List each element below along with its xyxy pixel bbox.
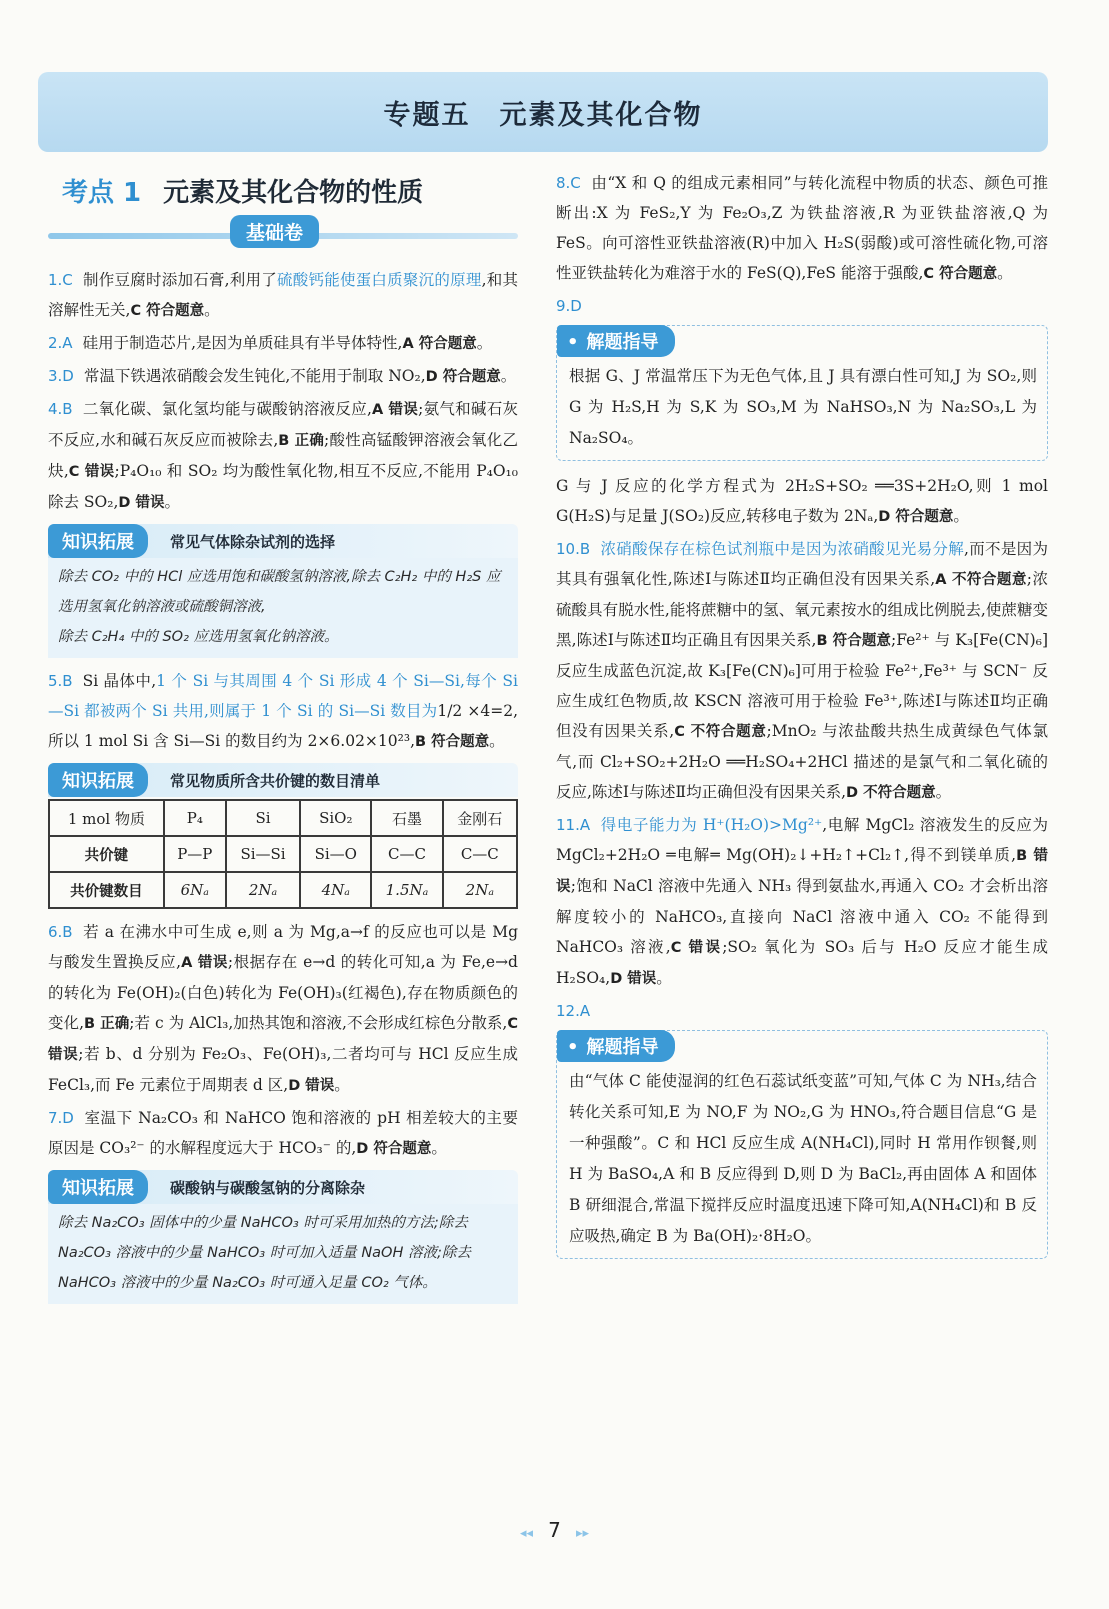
table-cell: SiO₂ bbox=[300, 800, 371, 836]
answer-verdict: B 符合题意 bbox=[816, 633, 891, 649]
knowledge-box-header bbox=[48, 1170, 518, 1204]
answer-text: ,而不是因为其具有强氧化性,陈述Ⅰ与陈述Ⅱ均正确但没有因果关系, bbox=[556, 540, 1048, 588]
answer-verdict: C 错误 bbox=[68, 464, 115, 480]
answer-highlight: 浓硝酸保存在棕色试剂瓶中是因为浓硝酸见光易分解 bbox=[600, 540, 965, 558]
answer-number: 4.B bbox=[48, 400, 73, 418]
kaodian-tag: 考点 1 bbox=[62, 178, 142, 208]
answer-item bbox=[48, 361, 518, 392]
answer-verdict: D 不符合题意 bbox=[846, 785, 936, 801]
answer-text: ;Fe²⁺ 与 K₃[Fe(CN)₆]反应生成蓝色沉淀,故 K₃[Fe(CN)₆]可用于检验 Fe²⁺,Fe³⁺ 与 SCN⁻ 反应生成红色物质,故 KSCN 溶液可用于检验 Fe³⁺,陈述Ⅰ与陈述Ⅱ均正确但没有因果关系, bbox=[556, 631, 1048, 740]
knowledge-tag: 知识拓展 bbox=[48, 763, 148, 797]
answer-item bbox=[48, 265, 518, 326]
answer-item bbox=[556, 291, 1048, 321]
answer-number: 8.C bbox=[556, 174, 581, 192]
left-column bbox=[48, 168, 518, 1312]
answer-highlight: 硫酸钙能使蛋白质聚沉的原理 bbox=[277, 271, 482, 289]
answer-highlight: 得电子能力为 H⁺(H₂O)>Mg²⁺ bbox=[600, 816, 823, 834]
knowledge-box bbox=[48, 524, 518, 658]
answer-text: 由“X 和 Q 的组成元素相同”与转化流程中物质的状态、颜色可推断出:X 为 FeS₂,Y 为 Fe₂O₃,Z 为铁盐溶液,R 为亚铁盐溶液,Q 为 FeS。向可溶性亚铁盐溶液(R)中加入 H₂S(弱酸)或可溶性硫化物,可溶性亚铁盐转化为难溶于水的 FeS(Q),FeS 能溶于强酸, bbox=[556, 174, 1048, 282]
answer-item bbox=[556, 534, 1048, 808]
answer-verdict: B 正确 bbox=[84, 1016, 130, 1032]
answer-text: Si 晶体中, bbox=[82, 672, 157, 690]
knowledge-tag: 知识拓展 bbox=[48, 524, 148, 558]
answer-verdict: A 错误 bbox=[181, 955, 228, 971]
answer-verdict: D 符合题意 bbox=[878, 509, 954, 525]
chapter-title: 专题五 元素及其化合物 bbox=[383, 99, 703, 131]
answer-text: 。 bbox=[953, 507, 969, 525]
knowledge-box bbox=[48, 763, 518, 909]
answer-text: 。 bbox=[935, 783, 952, 801]
table-cell: 4Nₐ bbox=[300, 872, 371, 908]
answer-number: 1.C bbox=[48, 271, 73, 289]
page-number: 7 bbox=[548, 1518, 561, 1542]
answer-verdict: B 符合题意 bbox=[415, 734, 490, 750]
answer-verdict: C 不符合题意 bbox=[674, 724, 767, 740]
answer-text: ;MnO₂ 与浓盐酸共热生成黄绿色气体氯气,而 Cl₂+SO₂+2H₂O ══H₂SO₄+2HCl 描述的是氯气和二氧化硫的反应,陈述Ⅰ与陈述Ⅱ均正确但没有因果关系, bbox=[556, 722, 1048, 801]
answer-text: ;根据存在 e→d 的转化可知,a 为 Fe,e→d 的转化为 Fe(OH)₂(白色)转化为 Fe(OH)₃(红褐色),存在物质颜色的变化, bbox=[48, 953, 518, 1032]
answer-text: ;酸性高锰酸钾溶液会氧化乙炔, bbox=[48, 431, 518, 480]
answer-verdict: C 符合题意 bbox=[130, 303, 205, 319]
answer-verdict: B 正确 bbox=[278, 433, 325, 449]
right-column bbox=[556, 168, 1048, 1269]
kaodian-heading bbox=[62, 172, 518, 209]
page-footer bbox=[0, 1518, 1109, 1542]
answer-verdict: C 错误 bbox=[670, 940, 723, 956]
answer-text: 常温下铁遇浓硝酸会发生钝化,不能用于制取 NO₂, bbox=[83, 367, 426, 385]
knowledge-title: 常见气体除杂试剂的选择 bbox=[170, 532, 336, 551]
section-divider bbox=[48, 215, 518, 255]
next-arrow-icon: ▸▸ bbox=[575, 1526, 590, 1541]
solution-guide-box bbox=[556, 325, 1048, 461]
answer-item bbox=[48, 666, 518, 757]
knowledge-line: 除去 CO₂ 中的 HCl 应选用饱和碳酸氢钠溶液,除去 C₂H₂ 中的 H₂S 应选用氢氧化钠溶液或硫酸铜溶液, bbox=[58, 569, 501, 615]
table-cell: 1 mol 物质 bbox=[49, 800, 164, 836]
answer-verdict: D 符合题意 bbox=[425, 369, 501, 385]
answer-verdict: A 错误 bbox=[371, 402, 419, 418]
table-cell: 1.5Nₐ bbox=[371, 872, 442, 908]
answer-number: 9.D bbox=[556, 297, 582, 315]
guide-body bbox=[557, 357, 1047, 454]
knowledge-tag: 知识拓展 bbox=[48, 1170, 148, 1204]
knowledge-line: 除去 Na₂CO₃ 固体中的少量 NaHCO₃ 时可采用加热的方法;除去 Na₂CO₃ 溶液中的少量 NaHCO₃ 时可加入适量 NaOH 溶液;除去 NaHCO₃ 溶液中的少量 Na₂CO₃ 时可通入足量 CO₂ 气体。 bbox=[58, 1215, 471, 1291]
answer-item bbox=[48, 328, 518, 359]
prev-arrow-icon: ◂◂ bbox=[519, 1526, 534, 1541]
answer-verdict: A 符合题意 bbox=[402, 336, 477, 352]
answer-text: ;P₄O₁₀ 和 SO₂ 均为酸性氧化物,相互不反应,不能用 P₄O₁₀除去 SO₂, bbox=[48, 462, 518, 511]
answer-highlight: 1 个 Si 与其周围 4 个 Si 形成 4 个 Si—Si,每个 Si—Si 都被两个 Si 共用,则属于 1 个 Si 的 Si—Si 数目为 bbox=[48, 672, 518, 720]
guide-tag: • 解题指导 bbox=[557, 1030, 675, 1062]
table-cell: 共价键 bbox=[49, 836, 164, 872]
answer-text: 制作豆腐时添加石膏,利用了 bbox=[82, 271, 278, 289]
answer-number: 12.A bbox=[556, 1002, 591, 1020]
answer-text: ;氨气和碱石灰不反应,水和碱石灰反应而被除去, bbox=[48, 400, 518, 449]
answer-item bbox=[556, 168, 1048, 289]
answer-verdict: D 错误 bbox=[610, 971, 657, 987]
answer-text: ;浓硫酸具有脱水性,能将蔗糖中的氢、氧元素按水的组成比例脱去,使蔗糖变黑,陈述Ⅰ与陈述Ⅱ均正确且有因果关系, bbox=[556, 570, 1048, 649]
answer-text: 二氧化碳、氯化氢均能与碳酸钠溶液反应, bbox=[82, 400, 372, 418]
answer-item bbox=[48, 917, 518, 1101]
answer-text: ,和其溶解性无关, bbox=[48, 271, 518, 319]
knowledge-box bbox=[48, 1170, 518, 1304]
knowledge-body bbox=[48, 558, 518, 658]
guide-text: 根据 G、J 常温常压下为无色气体,且 J 具有漂白性可知,J 为 SO₂,则 G 为 H₂S,H 为 S,K 为 SO₃,M 为 NaHSO₃,N 为 Na₂SO₃,L 为 Na₂SO₄。 bbox=[569, 367, 1037, 447]
table-cell: P₄ bbox=[164, 800, 226, 836]
table-cell: Si bbox=[226, 800, 301, 836]
answer-verdict: A 不符合题意 bbox=[935, 572, 1027, 588]
answer-text: 。 bbox=[204, 301, 220, 319]
answer-text: ;饱和 NaCl 溶液中先通入 NH₃ 得到氨盐水,再通入 CO₂ 才会析出溶解度较小的 NaHCO₃,直接向 NaCl 溶液中通入 CO₂ 不能得到 NaHCO₃ 溶液, bbox=[556, 877, 1048, 956]
knowledge-box-header bbox=[48, 763, 518, 797]
table-cell: P—P bbox=[164, 836, 226, 872]
answer-number: 10.B bbox=[556, 540, 591, 558]
solution-guide-box bbox=[556, 1030, 1048, 1259]
answer-text: 。 bbox=[500, 367, 517, 385]
answer-item bbox=[48, 394, 518, 518]
answer-text: 。 bbox=[656, 969, 672, 987]
answer-text: 若 a 在沸水中可生成 e,则 a 为 Mg,a→f 的反应也可以是 Mg 与酸发生置换反应, bbox=[48, 923, 518, 971]
answer-text: 。 bbox=[334, 1076, 350, 1094]
knowledge-title: 碳酸钠与碳酸氢钠的分离除杂 bbox=[170, 1178, 366, 1197]
answer-text: 。 bbox=[997, 264, 1013, 282]
answer-text: 室温下 Na₂CO₃ 和 NaHCO 饱和溶液的 pH 相差较大的主要原因是 CO₃²⁻ 的水解程度远大于 HCO₃⁻ 的, bbox=[48, 1109, 518, 1157]
answer-verdict: C 错误 bbox=[48, 1016, 518, 1063]
answer-text: 。 bbox=[431, 1139, 447, 1157]
guide-tag: • 解题指导 bbox=[557, 325, 675, 357]
table-row bbox=[49, 872, 517, 908]
answer-item bbox=[556, 471, 1048, 532]
table-row bbox=[49, 800, 517, 836]
table-cell: 2Nₐ bbox=[443, 872, 517, 908]
table-cell: 共价键数目 bbox=[49, 872, 164, 908]
table-cell: Si—O bbox=[300, 836, 371, 872]
answer-text: ;SO₂ 氧化为 SO₃ 后与 H₂O 反应才能生成 H₂SO₄, bbox=[556, 938, 1048, 987]
guide-text: 由“气体 C 能使湿润的红色石蕊试纸变蓝”可知,气体 C 为 NH₃,结合转化关系可知,E 为 NO,F 为 NO₂,G 为 HNO₃,符合题目信息“G 是一种强酸”。C 和 HCl 反应生成 A(NH₄Cl),同时 H 常用作钡餐,则 H 为 BaSO₄,A 和 B 反应得到 D,则 D 为 BaCl₂,再由固体 A 和固体 B 研细混合,常温下搅拌反应时温度迅速下降可知,A(NH₄Cl)和 B 反应吸热,确定 B 为 Ba(OH)₂·8H₂O。 bbox=[569, 1072, 1037, 1245]
table-cell: 金刚石 bbox=[443, 800, 517, 836]
answer-item bbox=[556, 810, 1048, 994]
answer-number: 6.B bbox=[48, 923, 73, 941]
answer-number: 3.D bbox=[48, 367, 74, 385]
answer-text: 1/2 ×4=2,所以 1 mol Si 含 Si—Si 的数目约为 2×6.02×10²³, bbox=[48, 702, 519, 750]
answer-number: 5.B bbox=[48, 672, 73, 690]
answer-number: 2.A bbox=[48, 334, 73, 352]
table-cell: Si—Si bbox=[226, 836, 301, 872]
guide-body bbox=[557, 1062, 1047, 1252]
answer-item bbox=[48, 1103, 518, 1164]
section-tag: 基础卷 bbox=[230, 215, 319, 248]
answer-text: ,电解 MgCl₂ 溶液发生的反应为 MgCl₂+2H₂O ═电解═ Mg(OH)₂↓+H₂↑+Cl₂↑,得不到镁单质, bbox=[556, 816, 1048, 864]
kaodian-title: 元素及其化合物的性质 bbox=[163, 178, 424, 208]
answer-verdict: C 符合题意 bbox=[923, 266, 998, 282]
chapter-banner bbox=[38, 72, 1048, 152]
answer-item bbox=[556, 996, 1048, 1026]
answer-number: 11.A bbox=[556, 816, 591, 834]
table-cell: 石墨 bbox=[371, 800, 442, 836]
covalent-bond-table bbox=[48, 799, 518, 909]
table-cell: 6Nₐ bbox=[164, 872, 226, 908]
knowledge-box-header bbox=[48, 524, 518, 558]
answer-text: 硅用于制造芯片,是因为单质硅具有半导体特性, bbox=[82, 334, 403, 352]
answer-verdict: D 符合题意 bbox=[356, 1141, 432, 1157]
answer-text: 。 bbox=[476, 334, 493, 352]
answer-verdict: D 错误 bbox=[288, 1078, 335, 1094]
answer-verdict: B 错误 bbox=[556, 848, 1048, 895]
knowledge-body bbox=[48, 1204, 518, 1304]
answer-number: 7.D bbox=[48, 1109, 74, 1127]
answer-text: 。 bbox=[489, 732, 505, 750]
answer-text: ;若 b、d 分别为 Fe₂O₃、Fe(OH)₃,二者均可与 HCl 反应生成 FeCl₃,而 Fe 元素位于周期表 d 区, bbox=[48, 1045, 519, 1094]
table-cell: C—C bbox=[443, 836, 517, 872]
answer-text: 。 bbox=[164, 493, 181, 511]
table-row bbox=[49, 836, 517, 872]
answer-text: ;若 c 为 AlCl₃,加热其饱和溶液,不会形成红棕色分散系, bbox=[129, 1014, 508, 1032]
table-cell: C—C bbox=[371, 836, 442, 872]
answer-verdict: D 错误 bbox=[118, 495, 165, 511]
knowledge-title: 常见物质所含共价键的数目清单 bbox=[170, 771, 381, 790]
knowledge-line: 除去 C₂H₄ 中的 SO₂ 应选用氢氧化钠溶液。 bbox=[58, 629, 339, 645]
table-cell: 2Nₐ bbox=[226, 872, 301, 908]
answer-text: G 与 J 反应的化学方程式为 2H₂S+SO₂ ══3S+2H₂O,则 1 mol G(H₂S)与足量 J(SO₂)反应,转移电子数为 2Nₐ, bbox=[556, 477, 1048, 525]
